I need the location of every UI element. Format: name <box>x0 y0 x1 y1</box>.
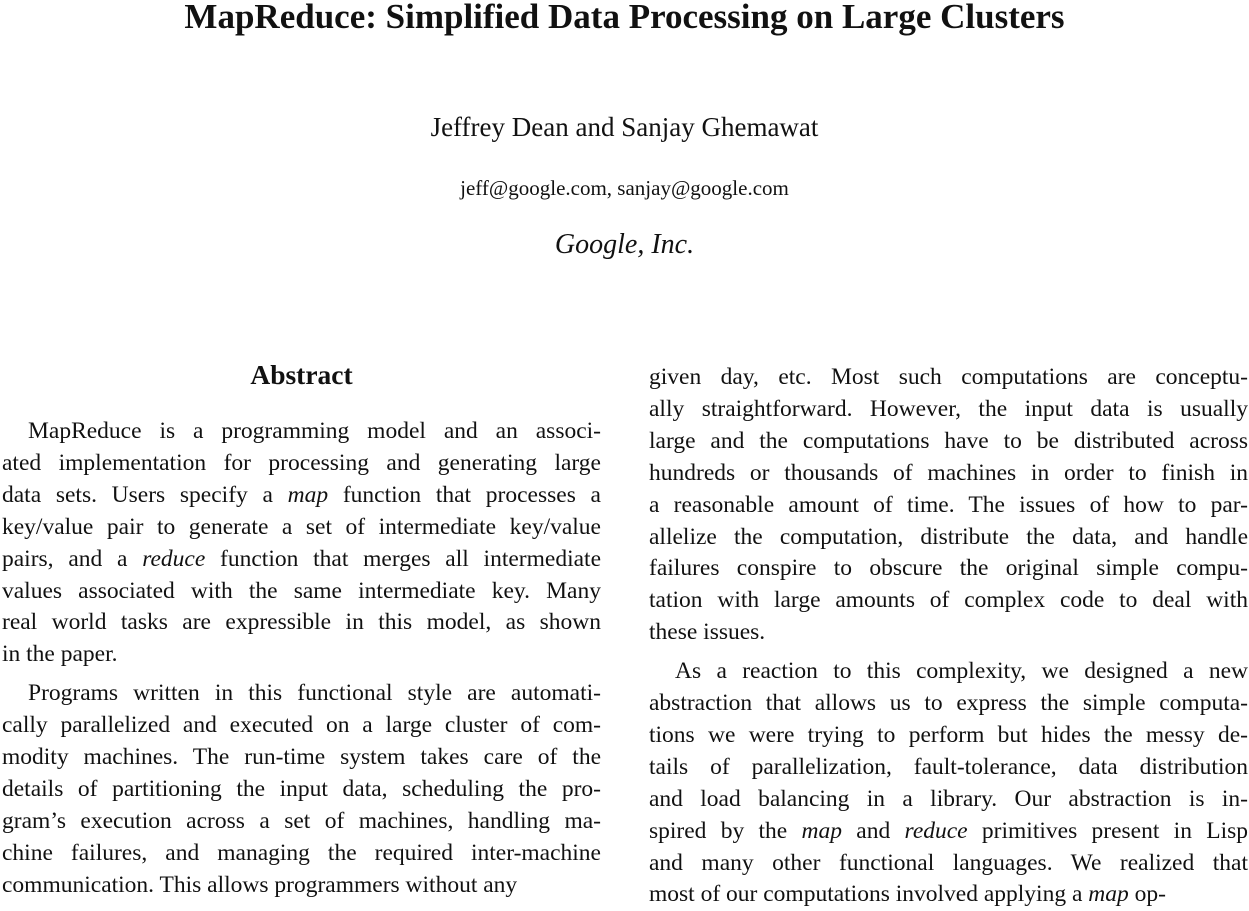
abstract-line: As a reaction to this complexity, we designed a new <box>675 658 1248 685</box>
abstract-line: details of partitioning the input data, scheduling the pro- <box>2 775 601 802</box>
abstract-line: failures conspire to obscure the original simple compu- <box>649 555 1248 582</box>
abstract-line: values associated with the same intermediate key. Many <box>2 577 601 604</box>
abstract-line: gram’s execution across a set of machines, handling ma- <box>2 807 601 834</box>
abstract-line: communication. This allows programmers without any <box>2 871 518 898</box>
abstract-line: MapReduce is a programming model and an associ- <box>28 418 601 444</box>
abstract-line: tions we were trying to perform but hides the messy de- <box>649 721 1248 748</box>
abstract-line: tation with large amounts of complex code to deal with <box>649 587 1248 614</box>
abstract-line: pairs, and a reduce function that merges all intermediate <box>2 545 602 572</box>
abstract-line: and load balancing in a library. Our abstraction is in- <box>649 785 1248 812</box>
abstract-line: given day, etc. Most such computations are conceptu- <box>649 364 1248 390</box>
paper-title: MapReduce: Simplified Data Processing on Large Clusters <box>184 0 1065 36</box>
author-emails: jeff@google.com, sanjay@google.com <box>460 176 789 200</box>
abstract-line: modity machines. The run-time system takes care of the <box>2 744 601 770</box>
abstract-line: these issues. <box>649 619 766 646</box>
abstract-line: large and the computations have to be distributed across <box>649 427 1248 454</box>
paper-authors: Jeffrey Dean and Sanjay Ghemawat <box>430 112 819 142</box>
abstract-line: and many other functional languages. We realized that <box>649 849 1248 876</box>
abstract-line: ally straightforward. However, the input data is usually <box>649 395 1248 422</box>
abstract-line: real world tasks are expressible in this model, as shown <box>2 609 601 636</box>
abstract-line: spired by the map and reduce primitives present in Lisp <box>649 817 1249 844</box>
abstract-line: key/value pair to generate a set of intermediate key/value <box>2 513 601 540</box>
abstract-line: chine failures, and managing the required inter-machine <box>2 839 601 866</box>
abstract-heading: Abstract <box>250 359 353 390</box>
author-affiliation: Google, Inc. <box>554 229 695 260</box>
abstract-line: ated implementation for processing and generating large <box>2 449 601 476</box>
abstract-line: hundreds or thousands of machines in order to finish in <box>649 459 1248 486</box>
abstract-line: allelize the computation, distribute the data, and handle <box>649 523 1248 550</box>
abstract-line: data sets. Users specify a map function that processes a <box>2 481 601 508</box>
abstract-line: a reasonable amount of time. The issues of how to par- <box>649 491 1248 518</box>
abstract-line: cally parallelized and executed on a large cluster of com- <box>2 712 601 739</box>
abstract-line: Programs written in this functional style are automati- <box>28 680 601 707</box>
abstract-line: most of our computations involved applying a map op- <box>649 881 1166 908</box>
abstract-line: abstraction that allows us to express the simple computa- <box>649 690 1248 716</box>
abstract-line: tails of parallelization, fault-tolerance, data distribution <box>649 753 1248 780</box>
abstract-line: in the paper. <box>2 641 118 668</box>
